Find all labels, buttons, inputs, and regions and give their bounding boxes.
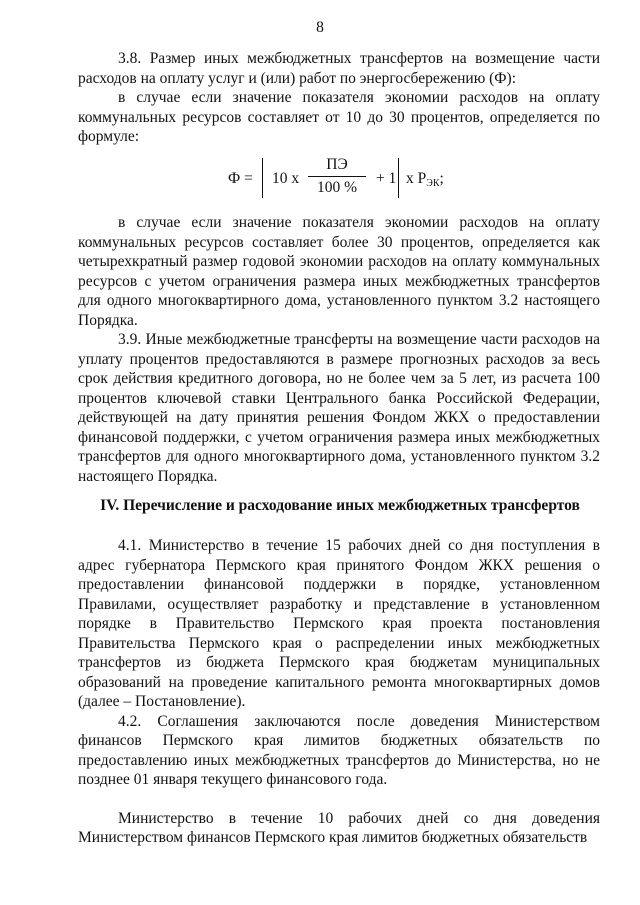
formula-right-bar [398,158,399,198]
page-number: 8 [316,19,324,36]
section-3-9: 3.9. Иные межбюджетные трансферты на возмещение части расходов на уплату процентов предоставляются в размере прогнозных расходов за весь срок действия кредитного договора, но не более чем за 5 лет, из расчета 100 процентов ключевой ставки Центрального банка Российской Федерации, действующей на дату принятия решения Фондом ЖКХ о предоставлении финансовой поддержки, с учетом ограничения размера иных межбюджетных трансфертов для одного многоквартирного дома, установленного пунктом 3.2 настоящего Порядка. [78,331,600,485]
formula-left-bar [262,158,263,198]
formula-mult-sub: ЭК [426,178,440,189]
formula-multiplier [406,169,444,194]
section-4-2: 4.2. Соглашения заключаются после доведения Министерством финансов Пермского края лимитов бюджетных обязательств по предоставлению иных межбюджетных трансфертов до Министерства, но не позднее 01 января текущего финансового года. [78,712,600,788]
formula-plus: + 1 [376,170,397,187]
section-4-2-continuation: Министерство в течение 10 рабочих дней со дня доведения Министерством финансов Пермского края лимитов бюджетных обязательств [78,809,600,846]
formula-lhs: Ф = [228,170,253,187]
formula-fraction-line [308,176,366,177]
formula-mult-prefix: x Р [406,170,427,187]
section-3-8-case-1: в случае если значение показателя экономии расходов на оплату коммунальных ресурсов составляет от 10 до 30 процентов, определяется по формуле: [78,89,600,145]
section-iv-body [78,536,600,848]
section-3-8 [78,49,600,147]
formula-numerator: ПЭ [326,156,348,173]
formula-denominator: 100 % [316,179,358,196]
formula-coefficient: 10 x [272,170,300,187]
formula [228,156,528,202]
section-3-8-case-2: в случае если значение показателя экономии расходов на оплату коммунальных ресурсов составляет более 30 процентов, определяется как четырехкратный размер годовой экономии расходов на оплату коммунальных ресурсов с учетом ограничения размера иных межбюджетных трансфертов для одного многоквартирного дома, установленного пунктом 3.2 настоящего Порядка. [78,214,600,329]
section-4-1: 4.1. Министерство в течение 15 рабочих дней со дня поступления в адрес губернатора Пермского края принятого Фондом ЖКХ решения о предоставлении финансовой поддержки в порядке, установленном Правилами, осуществляет разработку и представление в установленном порядке в Правительство Пермского края проекта постановления Правительства Пермского края о распределении иных межбюджетных трансфертов из бюджета Пермского края бюджетам муниципальных образований на проведение капитального ремонта многоквартирных домов (далее – Постановление). [78,537,600,710]
section-iv-heading: IV. Перечисление и расходование иных межбюджетных трансфертов [100,497,580,514]
formula-fraction [308,156,366,197]
section-3-8-case-2-block [78,213,600,486]
section-3-8-title: 3.8. Размер иных межбюджетных трансфертов на возмещение части расходов на оплату услуг и (или) работ по энергосбережению (Ф): [78,50,600,87]
formula-mult-suffix: ; [439,170,444,187]
